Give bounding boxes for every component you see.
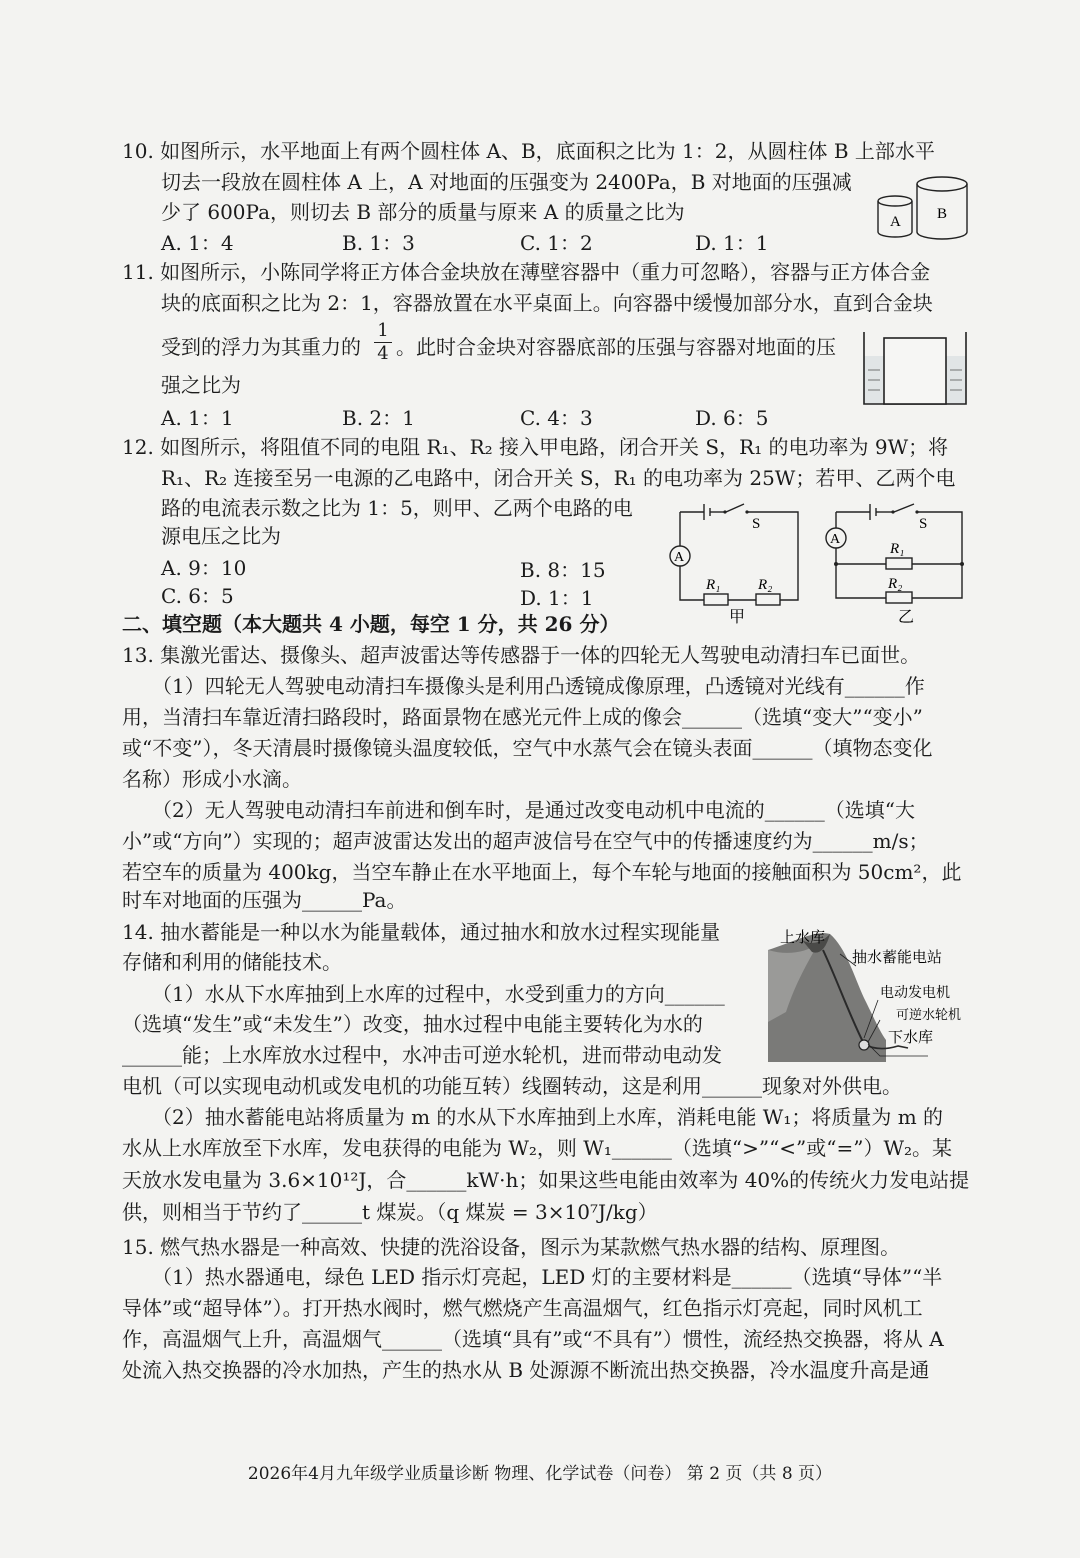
q15-line-5: 处流入热交换器的冷水加热，产生的热水从 B 处源源不断流出热交换器，冷水温度升高是通: [122, 1358, 930, 1382]
q11-line-4: 强之比为: [161, 373, 241, 397]
q12-line-4: 源电压之比为: [161, 524, 281, 548]
q13-line-1: 13. 集激光雷达、摄像头、超声波雷达等传感器于一体的四轮无人驾驶电动清扫车已面世。: [122, 643, 921, 667]
page-footer: 2026年4月九年级学业质量诊断 物理、化学试卷（问卷） 第 2 页（共 8 页）: [247, 1464, 833, 1484]
jia-r2-label: R₂: [758, 577, 773, 593]
jia-r1-label: R₁: [706, 577, 721, 593]
jia-switch-label: S: [752, 516, 761, 532]
q10-line-3: 少了 600Pa，则切去 B 部分的质量与原来 A 的质量之比为: [161, 200, 685, 224]
q15-line-3: 导体”或“超导体”）。打开热水阀时，燃气燃烧产生高温烟气，红色指示灯亮起，同时风机工: [122, 1296, 923, 1320]
q10-option-d: D. 1：1: [695, 231, 769, 255]
station-label: 抽水蓄能电站: [852, 949, 943, 966]
yi-ammeter-label: A: [830, 532, 841, 547]
q15-line-4: 作，高温烟气上升，高温烟气______（选填“具有”或“不具有”）惯性，流经热交换器，将从 A: [122, 1327, 944, 1351]
q14-line-2: 存储和利用的储能技术。: [122, 950, 342, 974]
q11-option-d: D. 6：5: [695, 406, 769, 430]
circuit-yi: [822, 498, 972, 626]
q12-option-d: D. 1：1: [520, 586, 594, 610]
q11-line-2: 块的底面积之比为 2：1，容器放置在水平桌面上。向容器中缓慢加部分水，直到合金块: [161, 291, 933, 315]
yi-r2-label: R₂: [888, 576, 903, 592]
q11-option-c: C. 4：3: [520, 406, 593, 430]
cylinder-b-label: B: [937, 206, 948, 222]
circuit-jia: [666, 498, 806, 626]
jia-ammeter-label: A: [674, 550, 685, 565]
q12-option-a: A. 9：10: [161, 556, 247, 580]
fraction-numerator: 1: [377, 320, 389, 341]
q10-option-b: B. 1：3: [342, 231, 415, 255]
container-figure: [860, 330, 970, 406]
cylinder-a-label: A: [890, 214, 901, 230]
q11-line-1: 11. 如图所示，小陈同学将正方体合金块放在薄壁容器中（重力可忽略），容器与正方体合金: [122, 260, 931, 284]
q11-option-b: B. 2：1: [342, 406, 415, 430]
lower-reservoir-label: 下水库: [888, 1029, 934, 1046]
q14-line-3: （1）水从下水库抽到上水库的过程中，水受到重力的方向______: [152, 982, 725, 1006]
q13-line-6: （2）无人驾驶电动清扫车前进和倒车时，是通过改变电动机中电流的______（选填“大: [152, 798, 915, 822]
q13-line-5: 名称）形成小水滴。: [122, 767, 302, 791]
jia-caption: 甲: [729, 609, 746, 626]
q11-line-3b: 。此时合金块对容器底部的压强与容器对地面的压: [396, 335, 836, 359]
q10-option-a: A. 1：4: [161, 231, 234, 255]
q10-option-c: C. 1：2: [520, 231, 593, 255]
yi-r1-label: R₁: [890, 541, 905, 557]
q14-line-8: 水从上水库放至下水库，发电获得的电能为 W₂，则 W₁______（选填“>”“<”或“=”）W₂。某: [122, 1136, 953, 1160]
q14-line-4: （选填“发生”或“未发生”）改变，抽水过程中电能主要转化为水的: [122, 1012, 703, 1036]
q15-line-2: （1）热水器通电，绿色 LED 指示灯亮起，LED 灯的主要材料是______（选填“导体”“半: [152, 1265, 943, 1289]
q11-fraction: [374, 320, 392, 365]
q12-option-c: C. 6：5: [161, 584, 234, 608]
q14-line-9: 天放水发电量为 3.6×10¹²J，合______kW·h；如果这些电能由效率为 40%的传统火力发电站提: [122, 1168, 970, 1192]
upper-reservoir-label: 上水库: [780, 929, 826, 946]
yi-switch-label: S: [919, 516, 928, 532]
q12-line-3: 路的电流表示数之比为 1：5，则甲、乙两个电路的电: [161, 496, 633, 520]
q11-line-3a: 受到的浮力为其重力的: [161, 335, 361, 359]
motor-generator-label: 电动发电机: [880, 984, 950, 1000]
pumped-storage-figure: [768, 922, 976, 1062]
q14-line-7: （2）抽水蓄能电站将质量为 m 的水从下水库抽到上水库，消耗电能 W₁；将质量为 m 的: [152, 1105, 944, 1129]
q13-line-3: 用，当清扫车靠近清扫路段时，路面景物在感光元件上成的像会______（选填“变大”“变小”: [122, 705, 923, 729]
q13-line-8: 若空车的质量为 400kg，当空车静止在水平地面上，每个车轮与地面的接触面积为 50cm²，此: [122, 860, 962, 884]
q14-line-6: 电机（可以实现电动机或发电机的功能互转）线圈转动，这是利用______现象对外供电。: [122, 1074, 902, 1098]
q14-line-10: 供，则相当于节约了______t 煤炭。（q 煤炭 = 3×10⁷J/kg）: [122, 1200, 658, 1224]
section-2-title: 二、填空题（本大题共 4 小题，每空 1 分，共 26 分）: [122, 612, 620, 636]
q13-line-2: （1）四轮无人驾驶电动清扫车摄像头是利用凸透镜成像原理，凸透镜对光线有______作: [152, 674, 925, 698]
q10-line-1: 10. 如图所示，水平地面上有两个圆柱体 A、B，底面积之比为 1：2，从圆柱体 B 上部水平: [122, 139, 935, 163]
q14-line-5: ______能；上水库放水过程中，水冲击可逆水轮机，进而带动电动发: [122, 1043, 722, 1067]
q10-line-2: 切去一段放在圆柱体 A 上，A 对地面的压强变为 2400Pa，B 对地面的压强减: [161, 170, 852, 194]
q13-line-7: 小”或“方向”）实现的；超声波雷达发出的超声波信号在空气中的传播速度约为______m/s；: [122, 829, 929, 853]
q12-line-1: 12. 如图所示，将阻值不同的电阻 R₁、R₂ 接入甲电路，闭合开关 S，R₁ 的电功率为 9W；将: [122, 435, 949, 459]
fraction-denominator: 4: [374, 342, 392, 365]
q14-line-1: 14. 抽水蓄能是一种以水为能量载体，通过抽水和放水过程实现能量: [122, 920, 721, 944]
q11-option-a: A. 1：1: [161, 406, 234, 430]
yi-caption: 乙: [898, 609, 915, 626]
cylinders-figure: [872, 168, 972, 246]
turbine-label: 可逆水轮机: [896, 1007, 962, 1022]
q13-line-9: 时车对地面的压强为______Pa。: [122, 888, 407, 912]
q15-line-1: 15. 燃气热水器是一种高效、快捷的洗浴设备，图示为某款燃气热水器的结构、原理图。: [122, 1235, 901, 1259]
q12-line-2: R₁、R₂ 连接至另一电源的乙电路中，闭合开关 S，R₁ 的电功率为 25W；若甲、乙两个电: [161, 466, 956, 490]
q12-option-b: B. 8：15: [520, 558, 606, 582]
q13-line-4: 或“不变”），冬天清晨时摄像镜头温度较低，空气中水蒸气会在镜头表面______（填物态变化: [122, 736, 933, 760]
